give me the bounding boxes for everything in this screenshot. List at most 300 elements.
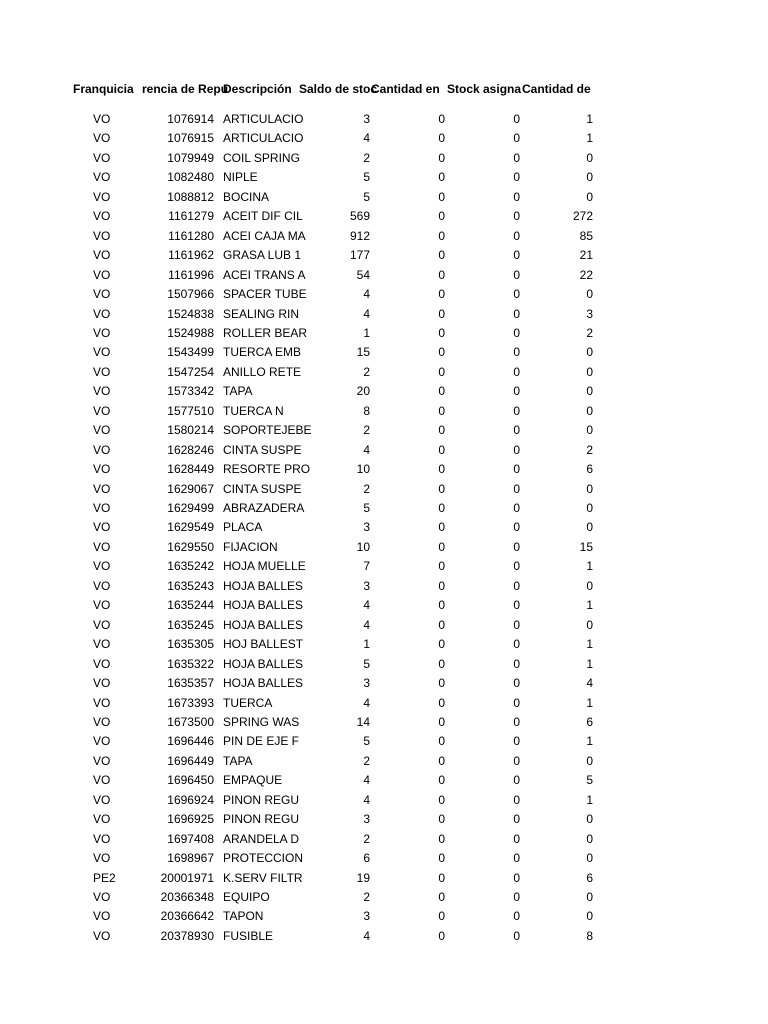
table-row <box>0 713 768 732</box>
cell-cantidad-de: 0 <box>586 403 593 418</box>
cell-cantidad-en: 0 <box>438 714 445 729</box>
cell-stock-asigna: 0 <box>513 345 520 360</box>
cell-stock-asigna: 0 <box>513 520 520 535</box>
cell-referencia: 1161962 <box>168 248 214 263</box>
cell-descripcion: ACEI CAJA MA <box>223 228 306 243</box>
cell-referencia: 1507966 <box>167 287 214 302</box>
cell-saldo: 3 <box>363 676 370 691</box>
header-cantidad-en: Cantidad en <box>371 82 440 96</box>
table-row <box>0 324 768 343</box>
cell-saldo: 912 <box>349 228 370 243</box>
cell-cantidad-de: 0 <box>586 384 593 399</box>
cell-stock-asigna: 0 <box>513 559 520 574</box>
cell-franquicia: VO <box>93 773 111 788</box>
cell-cantidad-en: 0 <box>438 501 445 515</box>
cell-cantidad-de: 0 <box>586 150 593 165</box>
cell-cantidad-en: 0 <box>438 267 445 282</box>
cell-referencia: 1079949 <box>167 150 214 165</box>
cell-descripcion: TUERCA EMB <box>223 345 302 360</box>
cell-stock-asigna: 0 <box>513 890 520 904</box>
cell-cantidad-de: 1 <box>586 695 593 710</box>
header-franquicia: Franquicia <box>73 82 134 96</box>
table-row <box>0 246 768 265</box>
cell-franquicia: VO <box>93 345 111 360</box>
cell-stock-asigna: 0 <box>513 189 520 204</box>
cell-descripcion: HOJA BALLES <box>223 676 304 691</box>
cell-cantidad-en: 0 <box>438 345 445 360</box>
cell-stock-asigna: 0 <box>513 753 520 768</box>
table-row <box>0 266 768 285</box>
cell-stock-asigna: 0 <box>513 112 520 126</box>
cell-referencia: 1673393 <box>167 695 214 710</box>
cell-stock-asigna: 0 <box>513 131 520 146</box>
cell-cantidad-de: 1 <box>586 598 593 613</box>
cell-saldo: 4 <box>363 928 370 943</box>
cell-franquicia: VO <box>93 753 111 768</box>
header-cantidad-de: Cantidad de <box>522 82 591 96</box>
cell-saldo: 5 <box>363 170 370 185</box>
cell-descripcion: TAPA <box>223 384 253 399</box>
cell-cantidad-en: 0 <box>438 617 445 632</box>
cell-cantidad-en: 0 <box>438 189 445 204</box>
cell-stock-asigna: 0 <box>513 539 520 554</box>
table-row <box>0 849 768 868</box>
cell-cantidad-de: 0 <box>586 812 593 827</box>
table-row <box>0 188 768 207</box>
cell-cantidad-de: 272 <box>572 209 593 224</box>
cell-cantidad-en: 0 <box>438 734 445 749</box>
cell-saldo: 7 <box>363 559 370 574</box>
cell-descripcion: ARTICULACIO <box>223 112 304 126</box>
cell-descripcion: SPACER TUBE <box>223 287 307 302</box>
cell-cantidad-de: 0 <box>586 501 593 515</box>
cell-saldo: 569 <box>349 209 370 224</box>
cell-referencia: 1580214 <box>167 423 214 438</box>
cell-cantidad-en: 0 <box>438 890 445 904</box>
cell-cantidad-de: 15 <box>579 539 593 554</box>
cell-cantidad-en: 0 <box>438 287 445 302</box>
cell-cantidad-en: 0 <box>438 676 445 691</box>
cell-cantidad-de: 0 <box>586 753 593 768</box>
cell-franquicia: VO <box>93 364 111 379</box>
cell-descripcion: EQUIPO <box>223 890 270 904</box>
cell-cantidad-de: 2 <box>586 442 593 457</box>
cell-cantidad-de: 8 <box>586 928 593 943</box>
table-row <box>0 538 768 557</box>
table-row <box>0 285 768 304</box>
table-row <box>0 674 768 693</box>
cell-descripcion: ANILLO RETE <box>223 364 302 379</box>
cell-cantidad-en: 0 <box>438 384 445 399</box>
cell-saldo: 54 <box>356 267 370 282</box>
cell-cantidad-de: 0 <box>586 851 593 866</box>
cell-referencia: 1635244 <box>167 598 214 613</box>
cell-descripcion: NIPLE <box>223 170 258 185</box>
cell-descripcion: TUERCA <box>223 695 273 710</box>
cell-stock-asigna: 0 <box>513 578 520 593</box>
table-row <box>0 907 768 926</box>
cell-saldo: 3 <box>363 112 370 126</box>
cell-cantidad-de: 0 <box>586 890 593 904</box>
cell-stock-asigna: 0 <box>513 481 520 496</box>
cell-cantidad-de: 0 <box>586 481 593 496</box>
cell-cantidad-en: 0 <box>438 753 445 768</box>
table-row <box>0 518 768 537</box>
cell-franquicia: VO <box>93 831 111 846</box>
cell-referencia: 1629499 <box>167 501 214 515</box>
cell-saldo: 2 <box>363 150 370 165</box>
cell-stock-asigna: 0 <box>513 267 520 282</box>
cell-franquicia: VO <box>93 928 111 943</box>
table-row <box>0 596 768 615</box>
cell-franquicia: VO <box>93 676 111 691</box>
cell-franquicia: VO <box>93 501 111 515</box>
cell-saldo: 8 <box>363 403 370 418</box>
cell-franquicia: PE2 <box>93 870 116 885</box>
cell-cantidad-en: 0 <box>438 228 445 243</box>
table-row <box>0 655 768 674</box>
cell-saldo: 2 <box>363 423 370 438</box>
cell-cantidad-en: 0 <box>438 559 445 574</box>
cell-descripcion: COIL SPRING <box>223 150 300 165</box>
cell-descripcion: HOJA BALLES <box>223 578 304 593</box>
cell-cantidad-en: 0 <box>438 578 445 593</box>
cell-stock-asigna: 0 <box>513 209 520 224</box>
cell-cantidad-de: 2 <box>586 325 593 340</box>
cell-referencia: 1076914 <box>167 112 214 126</box>
cell-cantidad-de: 0 <box>586 170 593 185</box>
cell-stock-asigna: 0 <box>513 306 520 321</box>
cell-franquicia: VO <box>93 559 111 574</box>
table-row <box>0 382 768 401</box>
cell-descripcion: GRASA LUB 1 <box>223 248 302 263</box>
cell-cantidad-de: 1 <box>586 656 593 671</box>
cell-referencia: 1161280 <box>168 228 214 243</box>
cell-stock-asigna: 0 <box>513 909 520 924</box>
cell-cantidad-de: 6 <box>586 714 593 729</box>
cell-cantidad-de: 1 <box>586 734 593 749</box>
cell-cantidad-de: 1 <box>586 637 593 652</box>
cell-descripcion: HOJ BALLEST <box>223 637 304 652</box>
cell-referencia: 1696924 <box>167 792 214 807</box>
cell-referencia: 1635243 <box>167 578 214 593</box>
cell-descripcion: PLACA <box>223 520 263 535</box>
cell-saldo: 5 <box>363 189 370 204</box>
table-row <box>0 227 768 246</box>
cell-saldo: 19 <box>356 870 370 885</box>
cell-stock-asigna: 0 <box>513 831 520 846</box>
cell-cantidad-de: 22 <box>579 267 593 282</box>
cell-saldo: 15 <box>356 345 370 360</box>
cell-referencia: 1577510 <box>167 403 214 418</box>
cell-cantidad-en: 0 <box>438 773 445 788</box>
cell-stock-asigna: 0 <box>513 423 520 438</box>
cell-referencia: 20366348 <box>160 890 214 904</box>
cell-franquicia: VO <box>93 792 111 807</box>
cell-cantidad-de: 0 <box>586 617 593 632</box>
cell-referencia: 1088812 <box>167 189 214 204</box>
cell-stock-asigna: 0 <box>513 617 520 632</box>
cell-franquicia: VO <box>93 306 111 321</box>
cell-cantidad-en: 0 <box>438 909 445 924</box>
cell-cantidad-de: 3 <box>586 306 593 321</box>
cell-stock-asigna: 0 <box>513 851 520 866</box>
table-row <box>0 752 768 771</box>
cell-referencia: 1673500 <box>167 714 214 729</box>
cell-stock-asigna: 0 <box>513 870 520 885</box>
cell-stock-asigna: 0 <box>513 170 520 185</box>
cell-cantidad-de: 21 <box>579 248 593 263</box>
cell-referencia: 1161996 <box>168 267 214 282</box>
cell-stock-asigna: 0 <box>513 676 520 691</box>
cell-cantidad-de: 0 <box>586 189 593 204</box>
cell-referencia: 1629067 <box>167 481 214 496</box>
cell-franquicia: VO <box>93 890 111 904</box>
cell-stock-asigna: 0 <box>513 928 520 943</box>
cell-franquicia: VO <box>93 714 111 729</box>
cell-descripcion: HOJA BALLES <box>223 598 304 613</box>
table-row <box>0 927 768 946</box>
cell-referencia: 1635322 <box>167 656 214 671</box>
cell-saldo: 4 <box>363 306 370 321</box>
cell-cantidad-de: 0 <box>586 831 593 846</box>
cell-cantidad-en: 0 <box>438 423 445 438</box>
cell-referencia: 20366642 <box>160 909 214 924</box>
cell-franquicia: VO <box>93 112 111 126</box>
cell-franquicia: VO <box>93 267 111 282</box>
cell-franquicia: VO <box>93 909 111 924</box>
cell-saldo: 4 <box>363 695 370 710</box>
cell-saldo: 2 <box>363 890 370 904</box>
cell-descripcion: TUERCA N <box>223 403 284 418</box>
table-row <box>0 207 768 226</box>
cell-cantidad-de: 0 <box>586 345 593 360</box>
table-row <box>0 129 768 148</box>
cell-franquicia: VO <box>93 325 111 340</box>
cell-descripcion: HOJA MUELLE <box>223 559 306 574</box>
table-row <box>0 791 768 810</box>
cell-cantidad-en: 0 <box>438 656 445 671</box>
cell-descripcion: ARTICULACIO <box>223 131 304 146</box>
cell-saldo: 1 <box>363 637 370 652</box>
cell-saldo: 14 <box>356 714 370 729</box>
cell-stock-asigna: 0 <box>513 248 520 263</box>
header-stock-asigna: Stock asigna <box>447 82 522 96</box>
cell-franquicia: VO <box>93 170 111 185</box>
cell-stock-asigna: 0 <box>513 598 520 613</box>
cell-cantidad-de: 1 <box>586 131 593 146</box>
cell-referencia: 1628449 <box>167 462 214 477</box>
cell-cantidad-en: 0 <box>438 598 445 613</box>
cell-saldo: 4 <box>363 598 370 613</box>
table-row <box>0 480 768 499</box>
cell-franquicia: VO <box>93 656 111 671</box>
table-row <box>0 635 768 654</box>
cell-cantidad-en: 0 <box>438 248 445 263</box>
cell-descripcion: EMPAQUE <box>223 773 283 788</box>
cell-referencia: 1524838 <box>167 306 214 321</box>
header-referencia: rencia de Repu <box>142 82 229 96</box>
cell-franquicia: VO <box>93 617 111 632</box>
cell-stock-asigna: 0 <box>513 150 520 165</box>
cell-cantidad-de: 85 <box>579 228 593 243</box>
table-row <box>0 694 768 713</box>
cell-descripcion: CINTA SUSPE <box>223 442 302 457</box>
table-row <box>0 810 768 829</box>
cell-descripcion: HOJA BALLES <box>223 617 304 632</box>
cell-descripcion: FUSIBLE <box>223 928 274 943</box>
cell-referencia: 1629549 <box>167 520 214 535</box>
cell-saldo: 4 <box>363 442 370 457</box>
cell-saldo: 177 <box>349 248 370 263</box>
cell-stock-asigna: 0 <box>513 364 520 379</box>
table-row <box>0 305 768 324</box>
cell-referencia: 1543499 <box>167 345 214 360</box>
cell-franquicia: VO <box>93 637 111 652</box>
cell-franquicia: VO <box>93 442 111 457</box>
cell-cantidad-de: 0 <box>586 423 593 438</box>
cell-stock-asigna: 0 <box>513 462 520 477</box>
cell-cantidad-en: 0 <box>438 325 445 340</box>
cell-saldo: 2 <box>363 753 370 768</box>
cell-referencia: 1696446 <box>167 734 214 749</box>
cell-franquicia: VO <box>93 462 111 477</box>
cell-franquicia: VO <box>93 209 111 224</box>
table-row <box>0 771 768 790</box>
cell-saldo: 3 <box>363 520 370 535</box>
cell-cantidad-de: 1 <box>586 112 593 126</box>
cell-descripcion: ACEIT DIF CIL <box>223 209 303 224</box>
table-row <box>0 168 768 187</box>
cell-saldo: 5 <box>363 656 370 671</box>
cell-cantidad-en: 0 <box>438 637 445 652</box>
cell-cantidad-en: 0 <box>438 928 445 943</box>
cell-descripcion: ACEI TRANS A <box>223 267 306 282</box>
cell-stock-asigna: 0 <box>513 325 520 340</box>
cell-franquicia: VO <box>93 734 111 749</box>
table-row <box>0 343 768 362</box>
cell-cantidad-en: 0 <box>438 539 445 554</box>
cell-franquicia: VO <box>93 189 111 204</box>
cell-saldo: 2 <box>363 481 370 496</box>
cell-saldo: 2 <box>363 831 370 846</box>
cell-cantidad-de: 6 <box>586 870 593 885</box>
cell-saldo: 4 <box>363 131 370 146</box>
cell-cantidad-de: 4 <box>586 676 593 691</box>
cell-descripcion: K.SERV FILTR <box>223 870 303 885</box>
cell-stock-asigna: 0 <box>513 442 520 457</box>
cell-stock-asigna: 0 <box>513 792 520 807</box>
cell-saldo: 4 <box>363 773 370 788</box>
table-row <box>0 441 768 460</box>
cell-saldo: 1 <box>363 325 370 340</box>
cell-cantidad-de: 0 <box>586 520 593 535</box>
cell-cantidad-en: 0 <box>438 150 445 165</box>
cell-saldo: 10 <box>356 462 370 477</box>
cell-descripcion: FIJACION <box>223 539 278 554</box>
table-row <box>0 577 768 596</box>
cell-franquicia: VO <box>93 384 111 399</box>
cell-saldo: 3 <box>363 812 370 827</box>
cell-cantidad-en: 0 <box>438 442 445 457</box>
cell-stock-asigna: 0 <box>513 637 520 652</box>
cell-descripcion: PINON REGU <box>223 792 300 807</box>
cell-franquicia: VO <box>93 423 111 438</box>
cell-saldo: 10 <box>356 539 370 554</box>
table-row <box>0 888 768 907</box>
cell-cantidad-de: 6 <box>586 462 593 477</box>
cell-franquicia: VO <box>93 481 111 496</box>
cell-descripcion: HOJA BALLES <box>223 656 304 671</box>
cell-descripcion: CINTA SUSPE <box>223 481 302 496</box>
cell-referencia: 1524988 <box>167 325 214 340</box>
cell-referencia: 1696450 <box>167 773 214 788</box>
cell-stock-asigna: 0 <box>513 714 520 729</box>
cell-franquicia: VO <box>93 403 111 418</box>
cell-stock-asigna: 0 <box>513 734 520 749</box>
table-row <box>0 460 768 479</box>
cell-cantidad-en: 0 <box>438 695 445 710</box>
cell-cantidad-en: 0 <box>438 112 445 126</box>
cell-referencia: 1696449 <box>167 753 214 768</box>
cell-descripcion: PIN DE EJE F <box>223 734 300 749</box>
cell-stock-asigna: 0 <box>513 403 520 418</box>
cell-cantidad-de: 5 <box>586 773 593 788</box>
cell-cantidad-en: 0 <box>438 306 445 321</box>
cell-franquicia: VO <box>93 812 111 827</box>
cell-referencia: 1076915 <box>167 131 214 146</box>
table-row <box>0 869 768 888</box>
cell-franquicia: VO <box>93 539 111 554</box>
cell-referencia: 1628246 <box>167 442 214 457</box>
table-row <box>0 830 768 849</box>
table-row <box>0 557 768 576</box>
table-row <box>0 363 768 382</box>
cell-franquicia: VO <box>93 578 111 593</box>
table-row <box>0 110 768 129</box>
table-row <box>0 402 768 421</box>
cell-referencia: 1696925 <box>167 812 214 827</box>
cell-franquicia: VO <box>93 228 111 243</box>
cell-cantidad-en: 0 <box>438 870 445 885</box>
cell-saldo: 3 <box>363 578 370 593</box>
table-row <box>0 421 768 440</box>
cell-stock-asigna: 0 <box>513 656 520 671</box>
cell-referencia: 1161279 <box>168 209 214 224</box>
cell-referencia: 20001971 <box>160 870 214 885</box>
cell-cantidad-en: 0 <box>438 851 445 866</box>
cell-stock-asigna: 0 <box>513 228 520 243</box>
cell-saldo: 4 <box>363 792 370 807</box>
cell-referencia: 1697408 <box>167 831 214 846</box>
cell-cantidad-en: 0 <box>438 831 445 846</box>
cell-descripcion: TAPON <box>223 909 264 924</box>
cell-cantidad-en: 0 <box>438 131 445 146</box>
cell-cantidad-en: 0 <box>438 364 445 379</box>
cell-cantidad-de: 0 <box>586 364 593 379</box>
cell-descripcion: BOCINA <box>223 189 270 204</box>
cell-franquicia: VO <box>93 598 111 613</box>
cell-cantidad-en: 0 <box>438 481 445 496</box>
table-row <box>0 732 768 751</box>
cell-saldo: 5 <box>363 501 370 515</box>
cell-descripcion: PINON REGU <box>223 812 300 827</box>
cell-referencia: 1635245 <box>167 617 214 632</box>
cell-referencia: 1547254 <box>167 364 214 379</box>
cell-cantidad-en: 0 <box>438 812 445 827</box>
cell-cantidad-en: 0 <box>438 170 445 185</box>
table-row <box>0 499 768 518</box>
